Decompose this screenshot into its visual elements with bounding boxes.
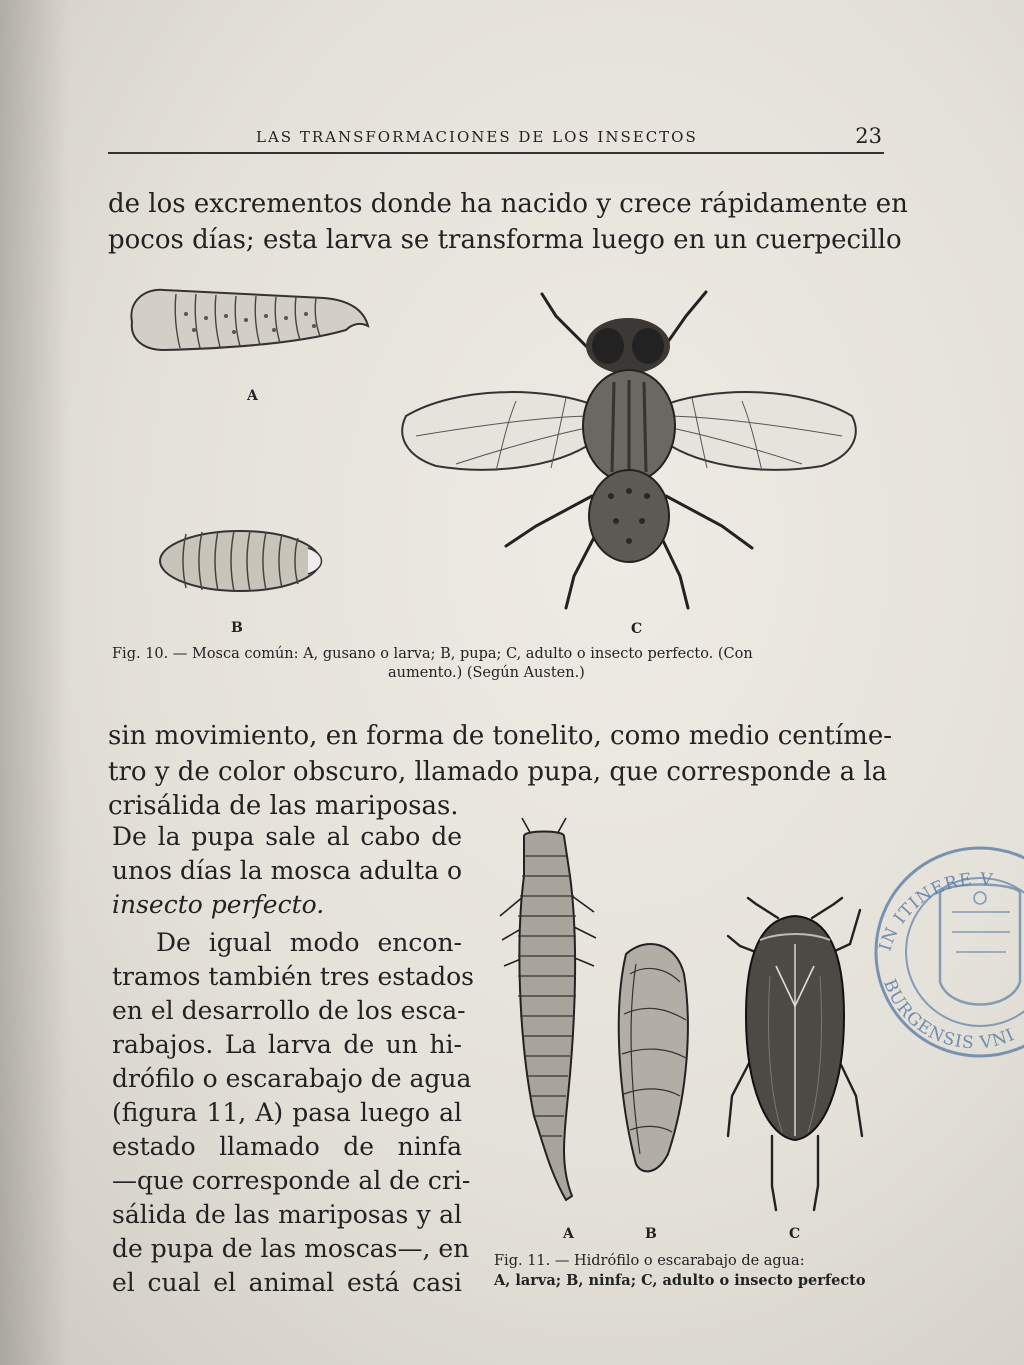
column-line: tramos también tres estados	[112, 962, 474, 991]
column-line: —que corresponde al de cri-	[112, 1166, 471, 1195]
figure10-caption-line1: Fig. 10. — Mosca común: A, gusano o larva; B, pupa; C, adulto o insecto perfecto. (Con	[112, 646, 753, 662]
figure10-label-c: C	[631, 621, 643, 637]
svg-text:IN ITINERE V: IN ITINERE V	[875, 869, 995, 954]
column-line: sálida de las mariposas y al	[112, 1200, 462, 1229]
column-line: en el desarrollo de los esca-	[112, 996, 466, 1025]
figure10-caption-line2: aumento.) (Según Austen.)	[388, 665, 585, 681]
column-line: (figura 11, A) pasa luego al	[112, 1098, 462, 1127]
beetle-nymph-illustration	[606, 934, 696, 1180]
adult-fly-illustration	[396, 286, 862, 612]
beetle-larva-illustration	[494, 816, 604, 1206]
column-line: el cual el animal está casi	[112, 1268, 462, 1297]
fly-pupa-illustration	[156, 526, 328, 596]
column-line: drófilo o escarabajo de agua	[112, 1064, 472, 1093]
column-line: insecto perfecto.	[112, 890, 325, 919]
figure11-label-a: A	[563, 1226, 574, 1242]
figure10-label-b: B	[231, 620, 243, 636]
figure11-label-b: B	[645, 1226, 657, 1242]
fly-larva-illustration	[124, 282, 374, 362]
running-title: LAS TRANSFORMACIONES DE LOS INSECTOS	[256, 128, 698, 146]
column-line: de pupa de las moscas—, en	[112, 1234, 470, 1263]
running-head	[108, 124, 884, 154]
column-line: estado llamado de ninfa	[112, 1132, 462, 1161]
paragraph-line: crisálida de las mariposas.	[108, 791, 459, 821]
library-stamp	[860, 832, 1024, 1058]
paragraph-line: tro y de color obscuro, llamado pupa, que corresponde a la	[108, 757, 888, 787]
column-line: De la pupa sale al cabo de	[112, 822, 462, 851]
paragraph-line: sin movimiento, en forma de tonelito, como medio centíme-	[108, 721, 893, 751]
paragraph-line: pocos días; esta larva se transforma luego en un cuerpecillo	[108, 225, 902, 255]
page-gutter-shadow	[0, 0, 70, 1365]
svg-text:BURGENSIS VNI: BURGENSIS VNI	[879, 976, 1019, 1054]
adult-beetle-illustration	[720, 896, 870, 1212]
figure11-caption-line2: A, larva; B, ninfa; C, adulto o insecto perfecto	[494, 1272, 866, 1289]
figure10-label-a: A	[247, 388, 258, 404]
page-number: 23	[855, 124, 882, 148]
paragraph-line: de los excrementos donde ha nacido y crece rápidamente en	[108, 189, 908, 219]
figure11-label-c: C	[789, 1226, 801, 1242]
figure11-caption-line1: Fig. 11. — Hidrófilo o escarabajo de agua:	[494, 1253, 805, 1269]
column-line: De igual modo encon-	[156, 928, 462, 957]
column-line: rabajos. La larva de un hi-	[112, 1030, 462, 1059]
column-line: unos días la mosca adulta o	[112, 856, 462, 885]
